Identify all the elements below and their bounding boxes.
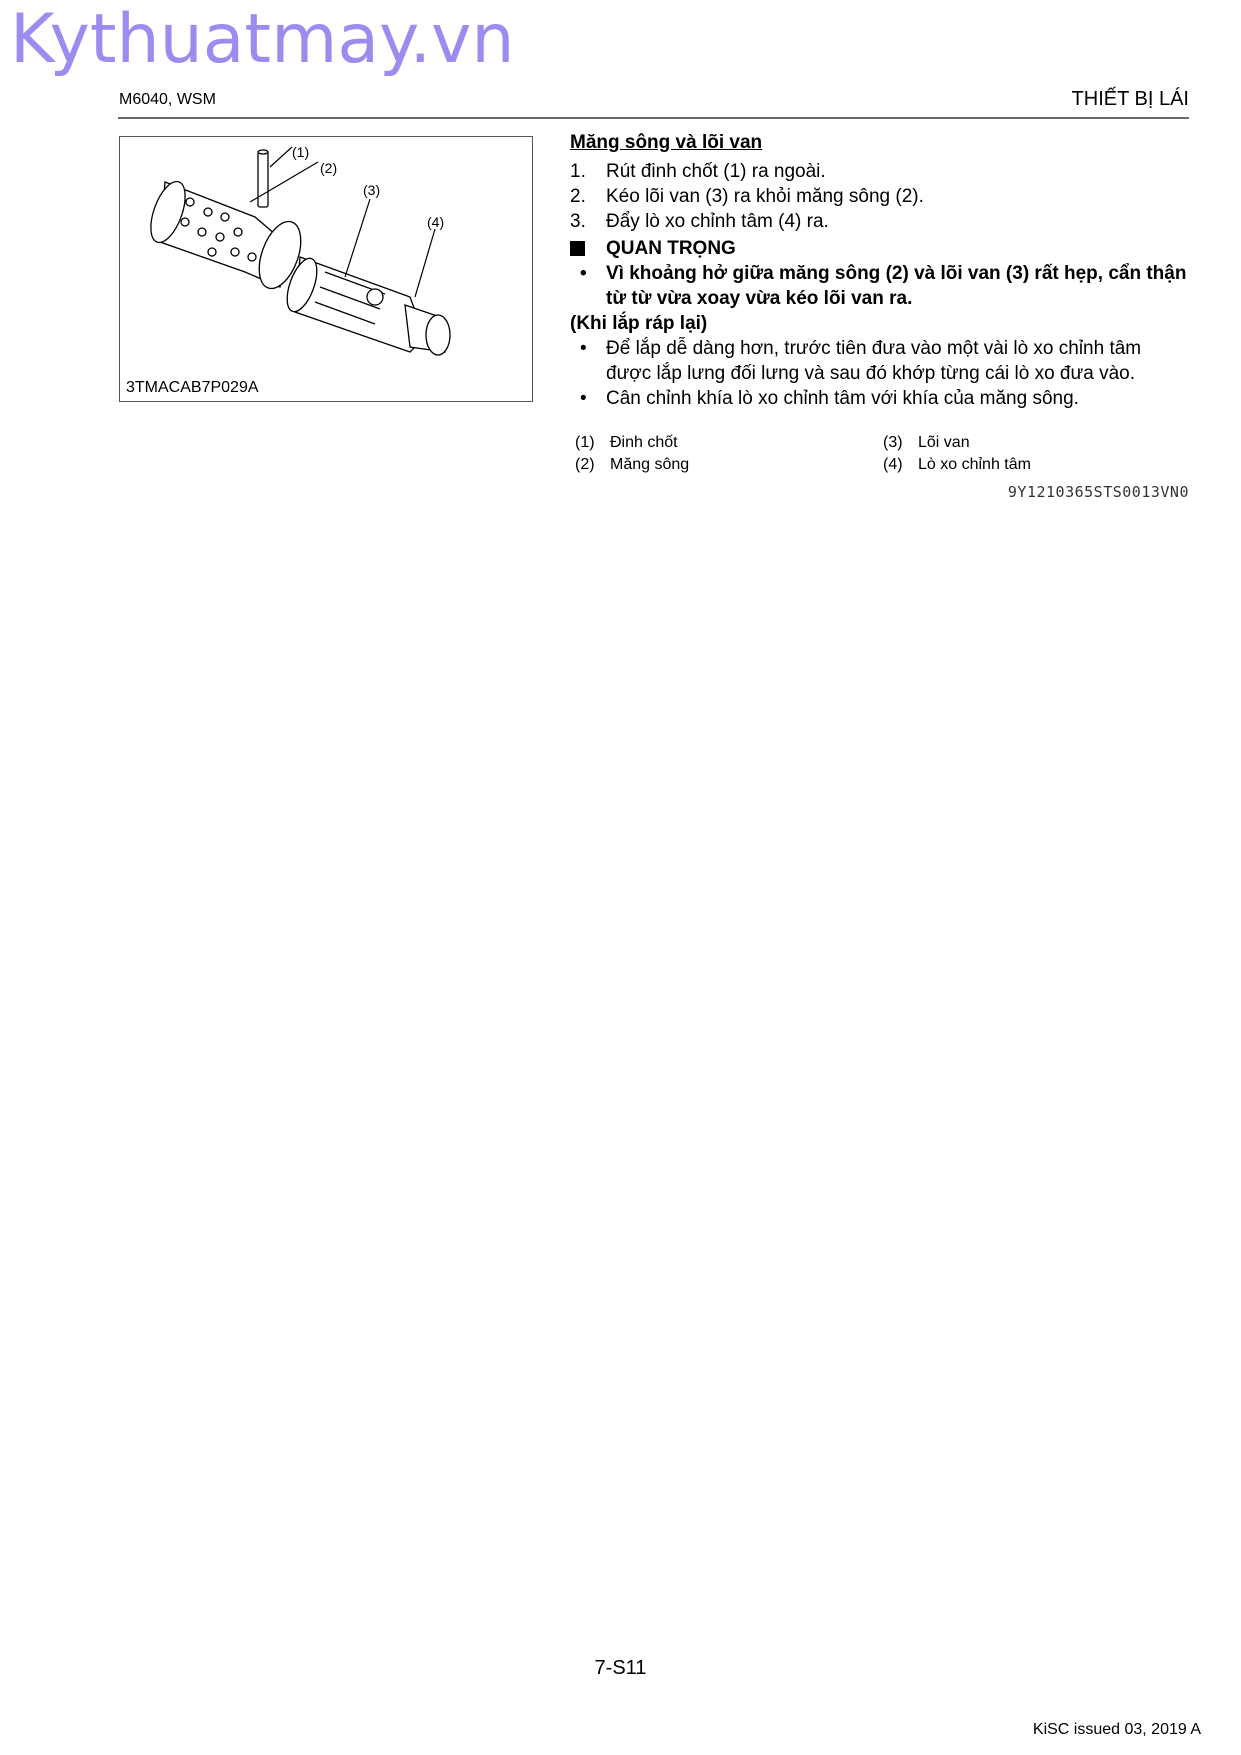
important-item [570, 261, 1190, 311]
reference-code: 9Y1210365STS0013VN0 [1007, 483, 1189, 501]
pin-drawing [258, 150, 268, 207]
legend-index: (3) [883, 434, 903, 451]
reassembly-item [570, 336, 1190, 386]
step-list [570, 159, 1190, 234]
bullet-icon: • [580, 388, 587, 409]
reassembly-list [570, 336, 1190, 411]
header-model: M6040, WSM [119, 91, 216, 108]
reassembly-text: Cân chỉnh khía lò xo chỉnh tâm với khía của măng sông. [606, 388, 1079, 409]
legend-label: Lò xo chỉnh tâm [918, 456, 1031, 473]
sleeve-drawing [144, 177, 309, 294]
legend-item [575, 454, 689, 476]
step-text: Kéo lõi van (3) ra khỏi măng sông (2). [606, 186, 924, 207]
important-label: QUAN TRỌNG [606, 238, 736, 259]
step-text: Đẩy lò xo chỉnh tâm (4) ra. [606, 211, 829, 232]
step-item [570, 159, 1190, 184]
section-title: Măng sông và lõi van [570, 132, 763, 153]
reassembly-heading: (Khi lắp ráp lại) [570, 313, 708, 334]
header-chapter: THIẾT BỊ LÁI [1071, 88, 1189, 110]
step-text: Rút đinh chốt (1) ra ngoài. [606, 161, 826, 182]
legend-item [575, 432, 689, 454]
step-item [570, 209, 1190, 234]
issued-note: KiSC issued 03, 2019 A [1032, 1721, 1201, 1738]
important-list [570, 261, 1190, 311]
callout-1: (1) [292, 144, 310, 160]
important-text: Vì khoảng hở giữa măng sông (2) và lõi van (3) rất hẹp, cẩn thận từ từ vừa xoay vừa kéo lõi van ra. [606, 263, 1187, 309]
figure-code: 3TMACAB7P029A [126, 379, 259, 396]
step-number: 3. [570, 211, 586, 232]
step-item [570, 184, 1190, 209]
valve-illustration [120, 137, 534, 403]
callout-4: (4) [427, 214, 445, 230]
callout-2: (2) [320, 160, 338, 176]
legend-item [883, 454, 1031, 476]
step-number: 2. [570, 186, 586, 207]
procedure-section [570, 130, 1190, 411]
bullet-icon: • [580, 338, 587, 359]
header-rule [118, 117, 1189, 119]
page-number: 7-S11 [594, 1657, 647, 1679]
callout-3: (3) [363, 182, 381, 198]
legend-index: (2) [575, 456, 595, 473]
legend-item [883, 432, 1031, 454]
legend-label: Đinh chốt [610, 434, 678, 451]
important-heading [570, 236, 1190, 261]
square-bullet-icon [570, 241, 585, 256]
legend-index: (4) [883, 456, 903, 473]
legend-label: Măng sông [610, 456, 690, 473]
watermark-logo: Kythuatmay.vn [10, 0, 515, 79]
legend-index: (1) [575, 434, 595, 451]
reassembly-item [570, 386, 1190, 411]
step-number: 1. [570, 161, 586, 182]
valve-figure [119, 136, 533, 402]
legend-label: Lõi van [918, 434, 970, 451]
bullet-icon: • [580, 263, 587, 284]
reassembly-text: Để lắp dễ dàng hơn, trước tiên đưa vào một vài lò xo chỉnh tâm được lắp lưng đối lưng và sau đó khớp từng cái lò xo đưa vào. [606, 338, 1142, 384]
spool-drawing [281, 255, 450, 355]
